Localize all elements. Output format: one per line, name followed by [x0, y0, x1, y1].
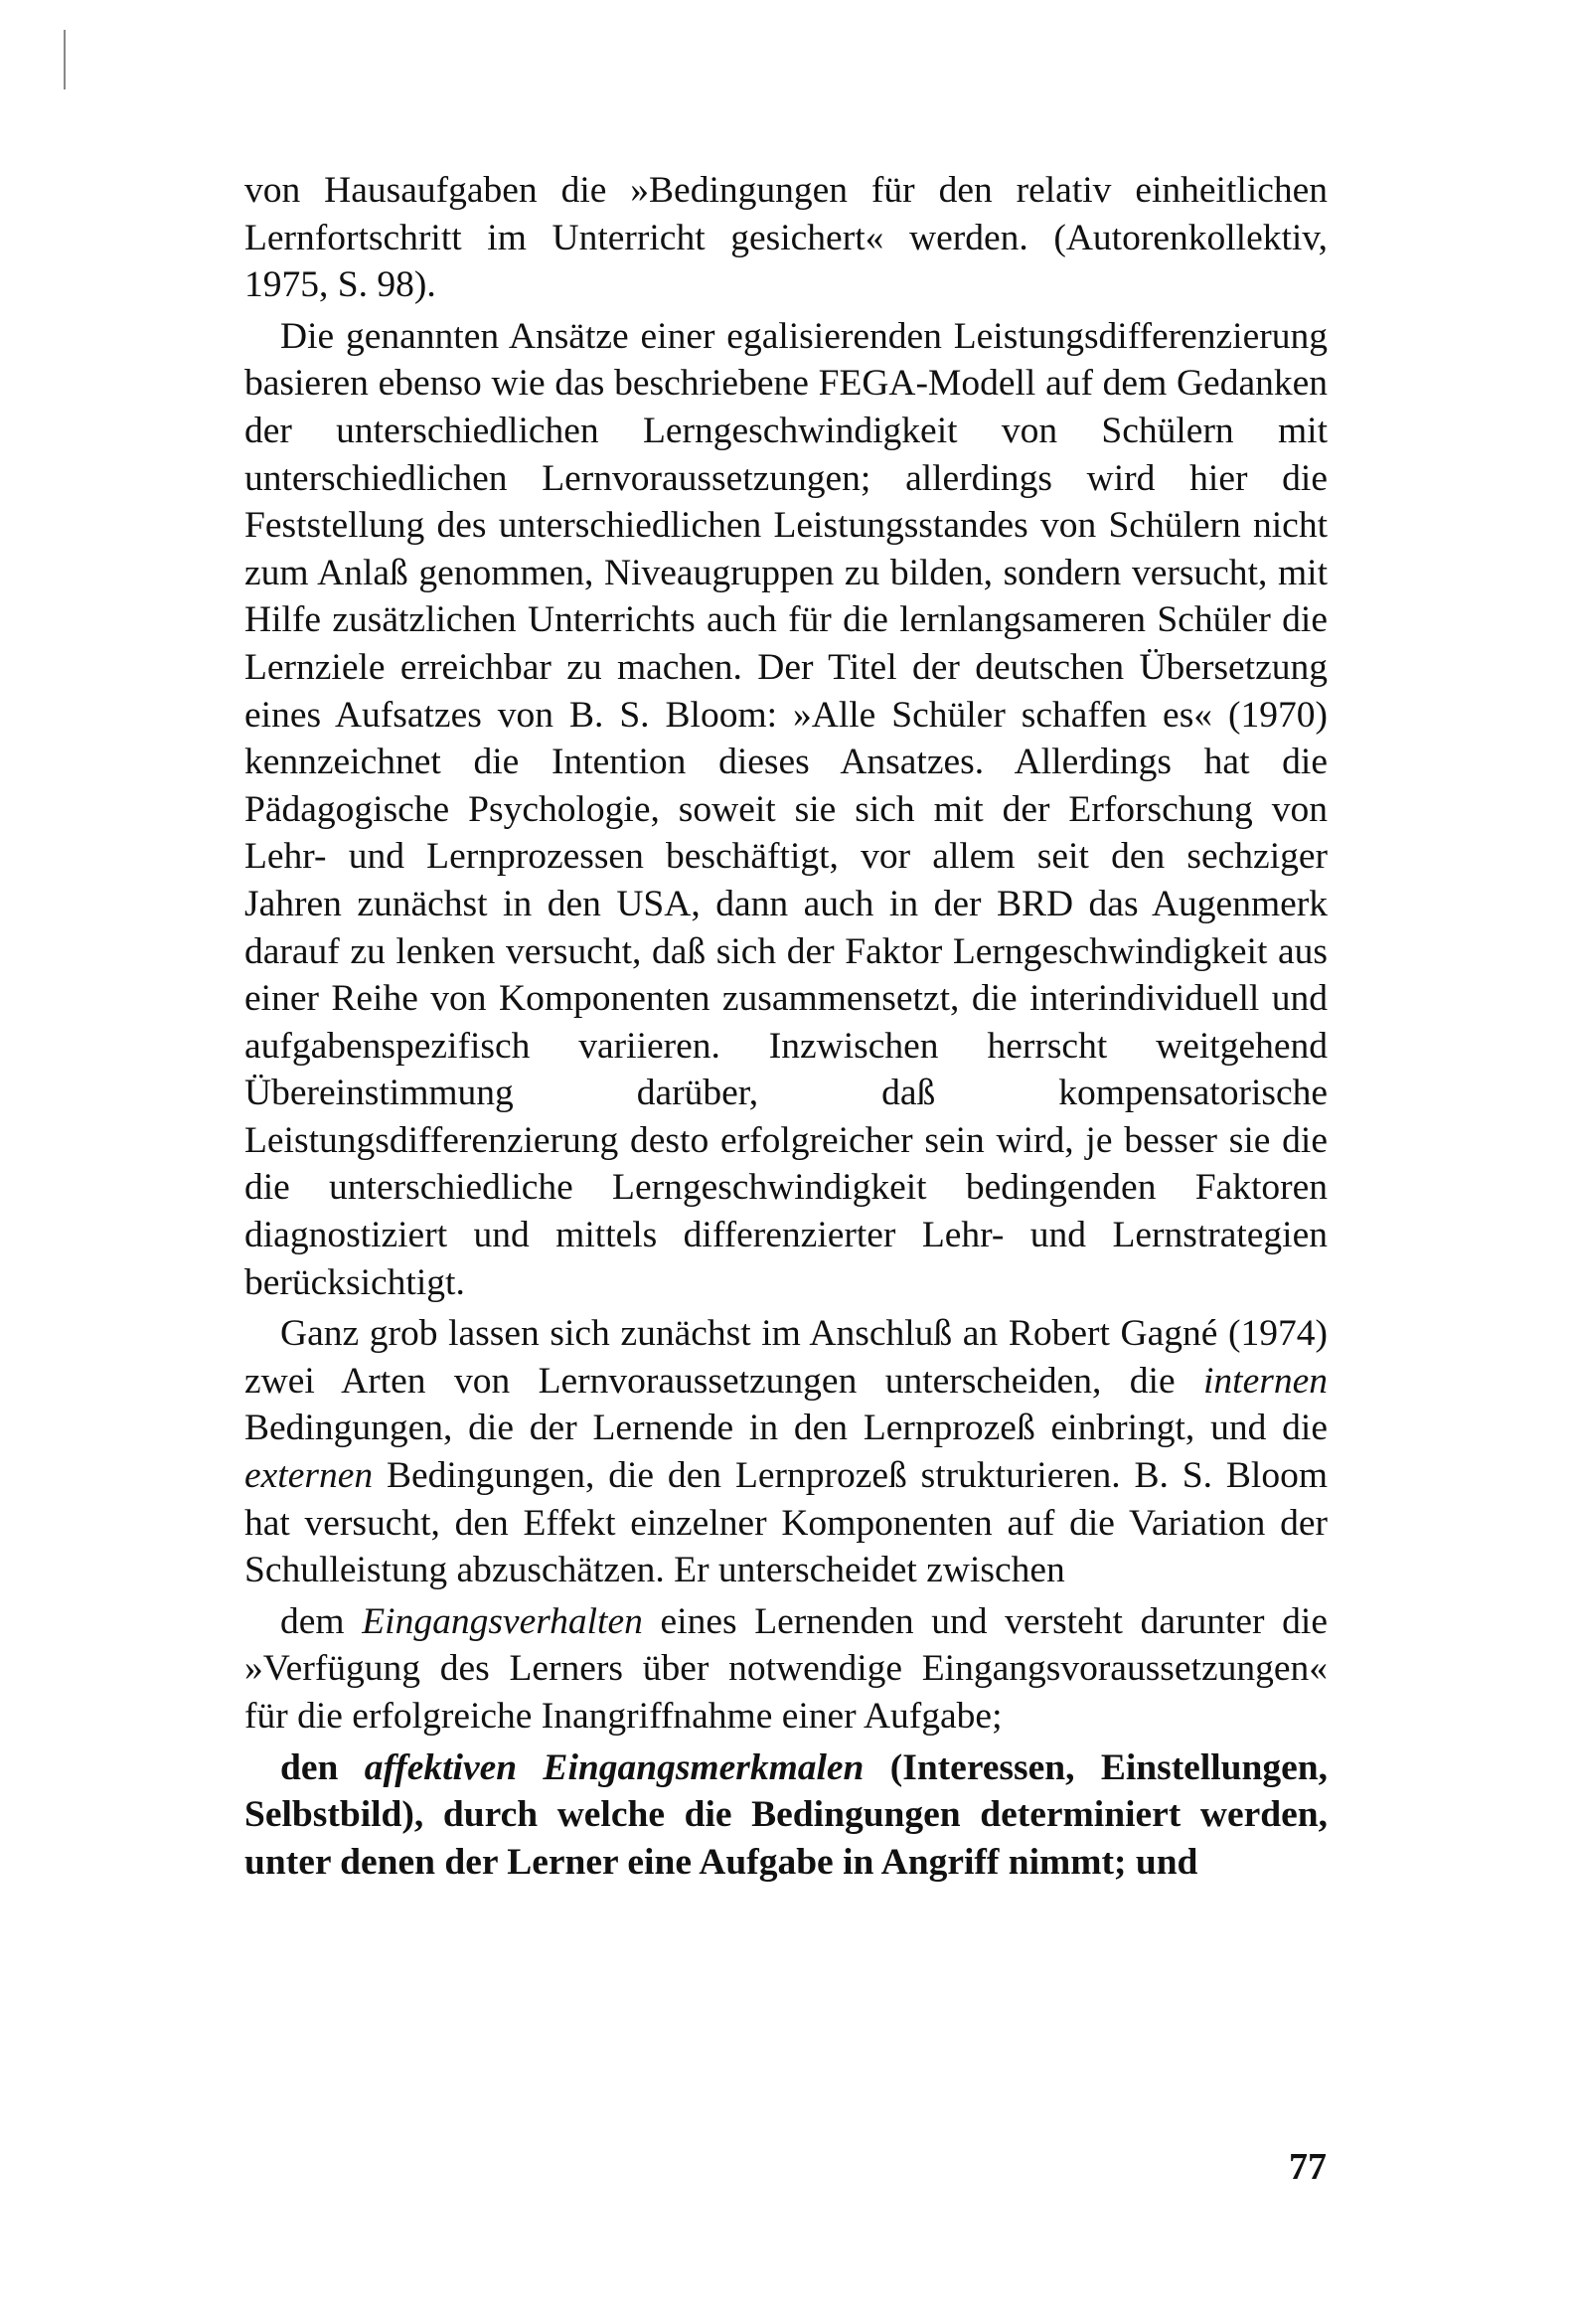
text-segment: dem — [280, 1600, 363, 1642]
paragraph-1 — [244, 167, 1328, 309]
scan-mark — [64, 30, 66, 89]
text-segment: eines Lernenden und versteht darunter die »Verfügung des Lerners über notwendige Eingangsvoraussetzungen« für die erfolgreiche Inangriffnahme einer Aufgabe; — [244, 1600, 1328, 1737]
paragraph-3 — [244, 1310, 1328, 1594]
text-segment: Bedingungen, die der Lernende in den Lernprozeß einbringt, und die — [244, 1408, 1328, 1449]
paragraph-2 — [244, 313, 1328, 1306]
text-segment: Ganz grob lassen sich zunächst im Anschluß an Robert Gagné (1974) zwei Arten von Lernvoraussetzungen unterscheiden, die — [244, 1313, 1328, 1402]
page-number: 77 — [1289, 2146, 1327, 2188]
text-segment: Bedingungen, die den Lernprozeß strukturieren. B. S. Bloom hat versucht, den Effekt einzelner Komponenten auf die Variation der Schulleistung abzuschätzen. Er unterscheidet zwischen — [244, 1455, 1328, 1591]
italic-term: Eingangsverhalten — [362, 1600, 643, 1642]
text-segment: Die genannten Ansätze einer egalisierenden Leistungsdifferenzierung basieren ebenso wie das beschriebene FEGA-Modell auf dem Gedanken der unterschiedlichen Lerngeschwindigkeit von Schülern mit unterschiedlichen Lernvoraussetzungen; allerdings wird hier die Feststellung des unterschiedlichen Leistungsstandes von Schülern nicht zum Anlaß genommen, Niveaugruppen zu bilden, sondern versucht, mit Hilfe zusätzlichen Unterrichts auch für die lernlangsameren Schüler die Lernziele erreichbar zu machen. Der Titel der deutschen Übersetzung eines Aufsatzes von B. S. Bloom: »Alle Schüler schaffen es« (1970) kennzeichnet die Intention dieses Ansatzes. Allerdings hat die Pädagogische Psychologie, soweit sie sich mit der Erforschung von Lehr- und Lernprozessen beschäftigt, vor allem seit den sechziger Jahren zunächst in den USA, dann auch in der BRD das Augenmerk darauf zu lenken versucht, daß sich der Faktor Lerngeschwindigkeit aus einer Reihe von Komponenten zusammensetzt, die interindividuell und aufgabenspezifisch variieren. Inzwischen herrscht weitgehend Übereinstimmung darüber, daß kompensatorische Leistungsdifferenzierung desto erfolgreicher sein wird, je besser sie die die unterschiedliche Lerngeschwindigkeit bedingenden Faktoren diagnostiziert und mittels differenzierter Lehr- und Lernstrategien berücksichtigt. — [244, 315, 1328, 1303]
paragraph-4 — [244, 1598, 1328, 1741]
italic-term: internen — [1203, 1360, 1328, 1402]
paragraph-5 — [244, 1744, 1328, 1887]
text-segment: den — [280, 1746, 365, 1788]
body-text — [244, 167, 1328, 1886]
italic-term: externen — [244, 1455, 374, 1497]
italic-term: affektiven Eingangsmerkmalen — [364, 1746, 865, 1788]
text-segment: (Interessen, Einstellungen, Selbstbild), durch welche die Bedingungen determiniert werden, unter denen der Lerner eine Aufgabe in Angriff nimmt; und — [244, 1746, 1328, 1883]
text-segment: von Hausaufgaben die »Bedingungen für den relativ einheitlichen Lernfortschritt im Unterricht gesichert« werden. (Autorenkollektiv, 1975, S. 98). — [244, 170, 1328, 306]
